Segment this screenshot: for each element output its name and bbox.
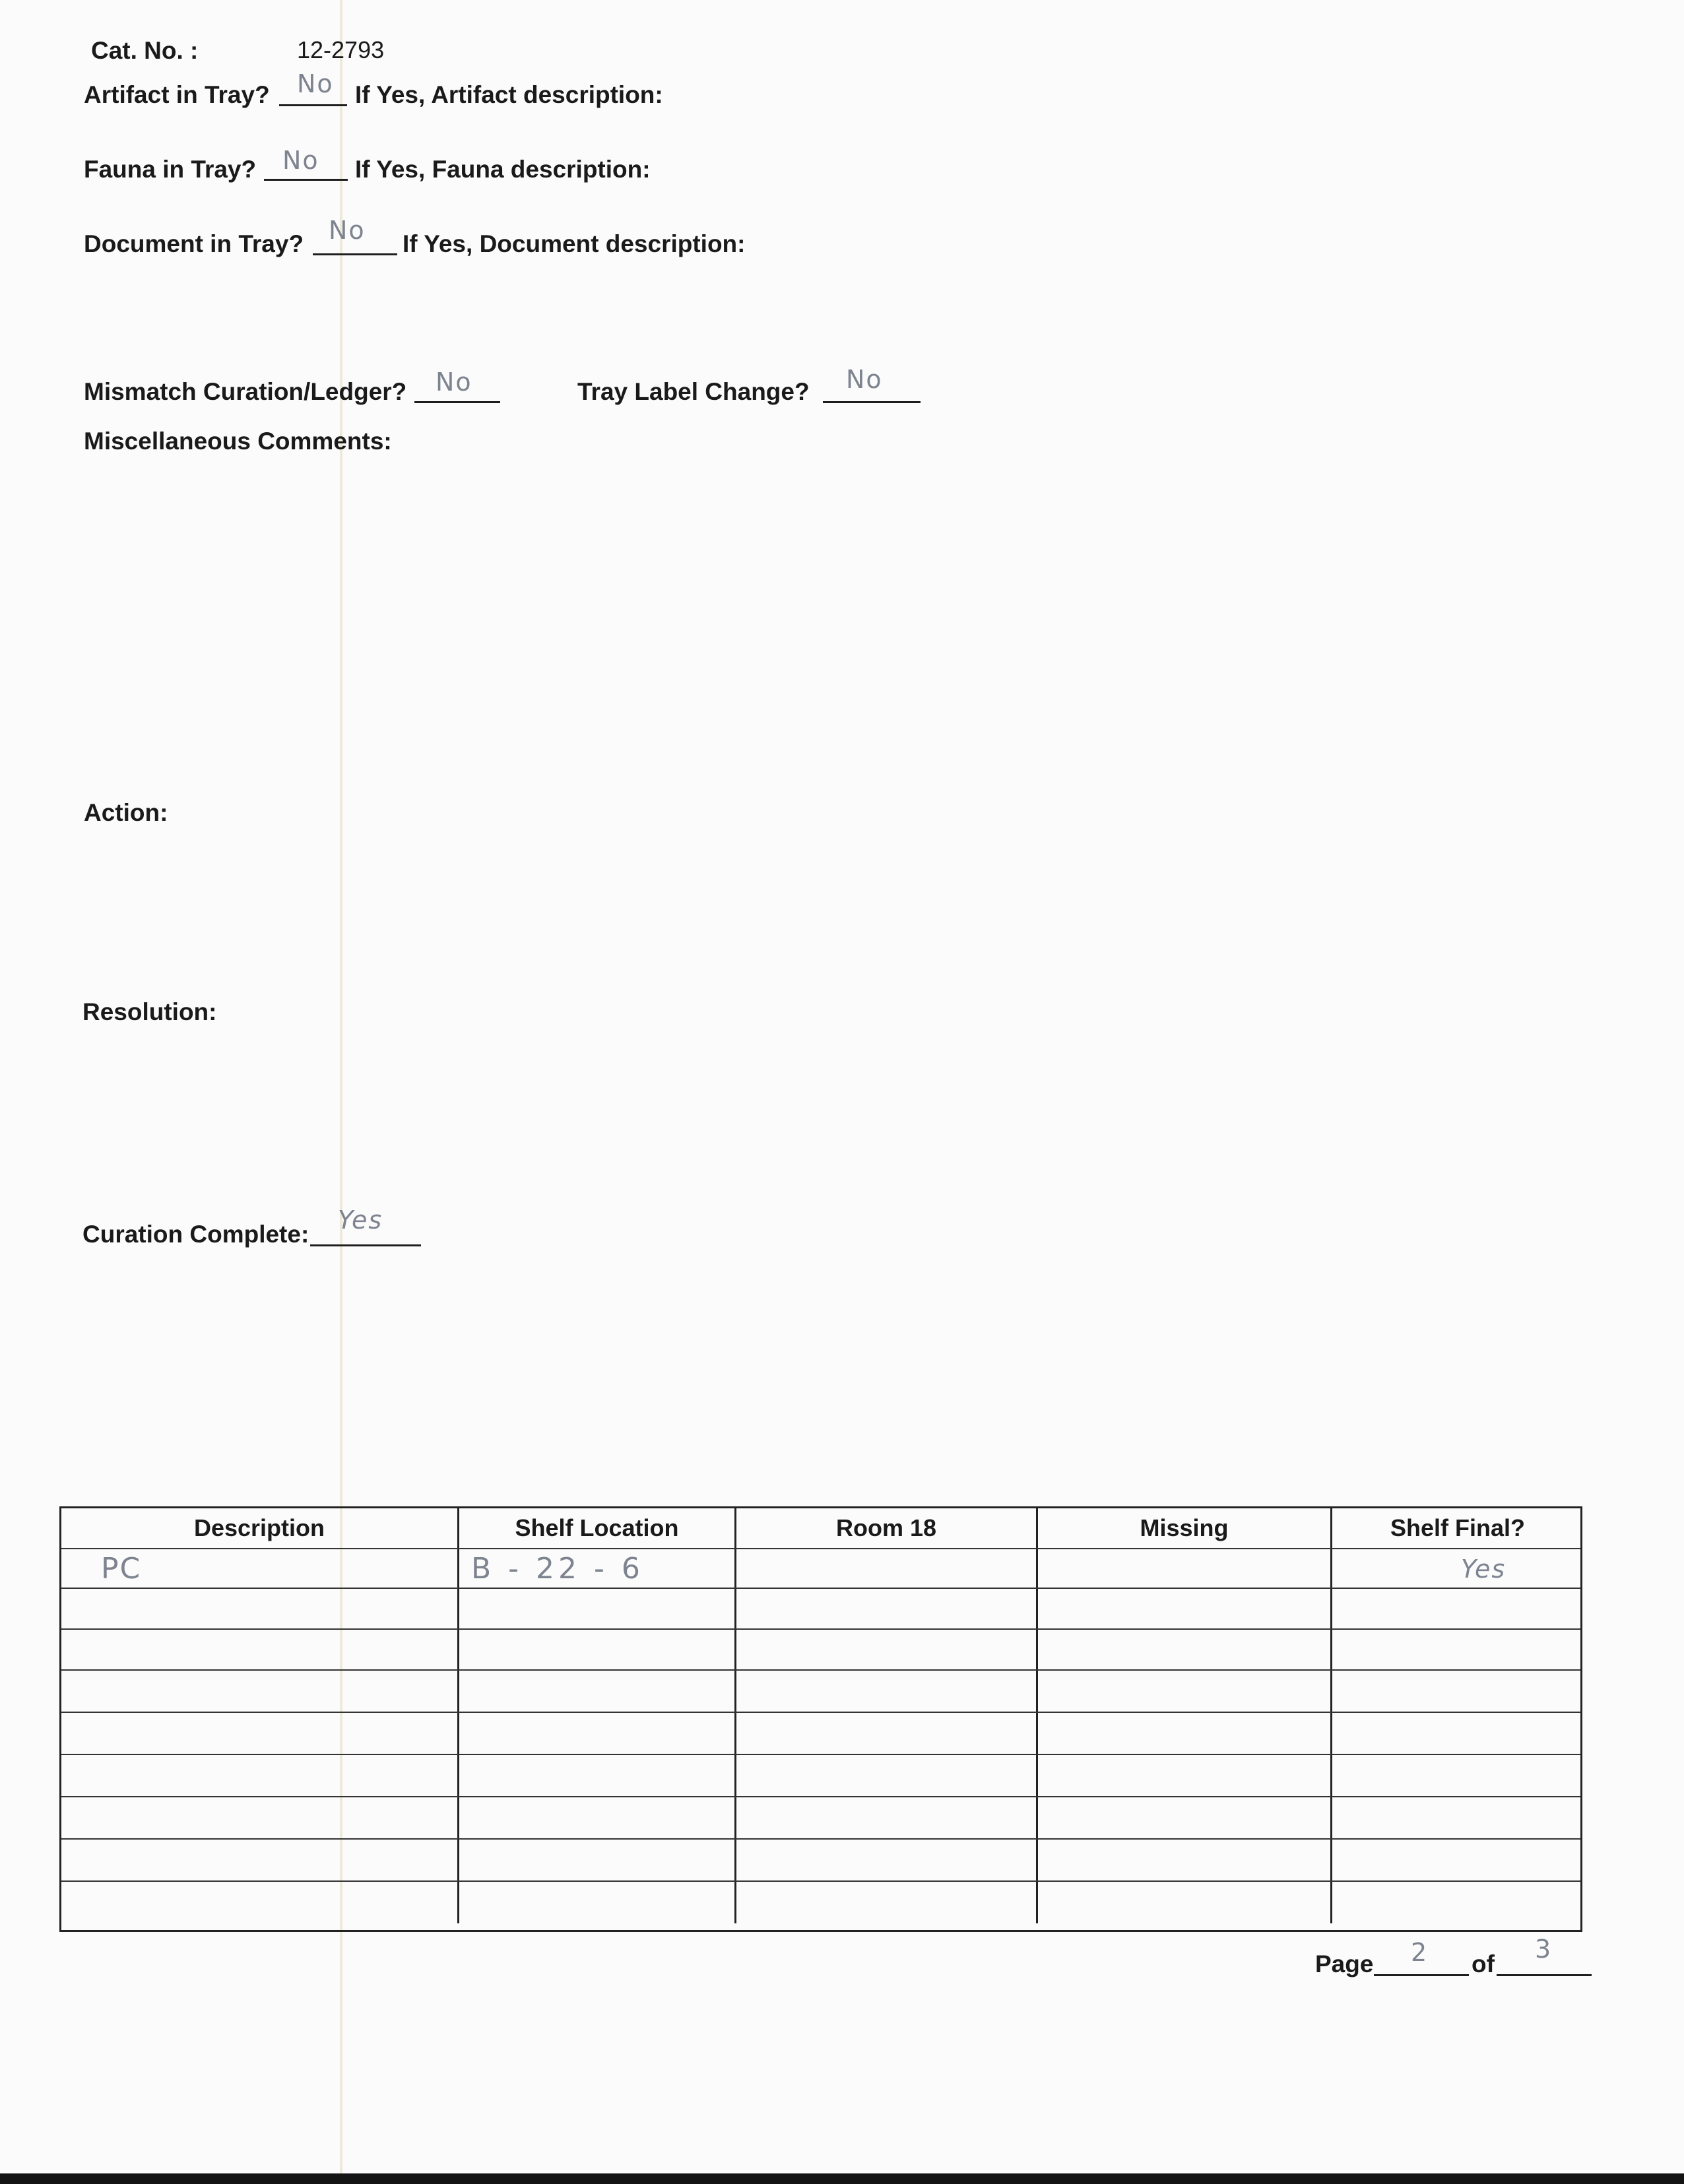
curation-complete-value: Yes xyxy=(338,1205,383,1235)
scan-edge xyxy=(0,2173,1684,2184)
table-row-divider xyxy=(61,1796,1580,1797)
table-row-divider xyxy=(61,1712,1580,1713)
table-row-divider xyxy=(61,1628,1580,1630)
table-row-divider xyxy=(61,1669,1580,1671)
artifact-description-label: If Yes, Artifact description: xyxy=(355,81,663,108)
row-1-description: PC xyxy=(101,1552,142,1586)
table-cell xyxy=(1332,1549,1583,1589)
table-row-divider xyxy=(61,1838,1580,1840)
artifact-in-tray-label: Artifact in Tray? xyxy=(84,81,270,108)
fauna-in-tray-value: No xyxy=(282,146,319,175)
miscellaneous-comments-label: Miscellaneous Comments: xyxy=(84,428,392,455)
fauna-in-tray-label: Fauna in Tray? xyxy=(84,156,257,183)
curation-complete-field[interactable] xyxy=(310,1244,421,1246)
tray-label-change-value: No xyxy=(846,365,883,394)
resolution-label: Resolution: xyxy=(82,998,217,1025)
table-header-shelf-final: Shelf Final? xyxy=(1390,1514,1525,1541)
table-header-shelf-location: Shelf Location xyxy=(515,1514,679,1541)
cat-no-label: Cat. No. : xyxy=(91,37,199,64)
artifact-in-tray-field[interactable] xyxy=(279,104,347,106)
action-label: Action: xyxy=(84,799,168,826)
document-in-tray-value: No xyxy=(329,216,366,245)
table-header-description: Description xyxy=(193,1514,325,1541)
document-in-tray-label: Document in Tray? xyxy=(84,230,304,257)
table-header-room-18: Room 18 xyxy=(835,1514,937,1541)
mismatch-curation-ledger-label: Mismatch Curation/Ledger? xyxy=(84,378,407,405)
row-1-shelf-final: Yes xyxy=(1461,1555,1506,1584)
page-label: Page xyxy=(1315,1950,1374,1977)
tray-label-change-field[interactable] xyxy=(823,401,921,403)
page-number-value: 2 xyxy=(1411,1938,1429,1967)
tray-label-change-label: Tray Label Change? xyxy=(577,378,810,405)
artifact-in-tray-value: No xyxy=(297,69,334,98)
page-number-field[interactable] xyxy=(1374,1974,1469,1976)
table-row-divider xyxy=(61,1754,1580,1755)
curation-complete-label: Curation Complete: xyxy=(82,1221,309,1248)
mismatch-curation-ledger-field[interactable] xyxy=(414,401,500,403)
table-header-missing: Missing xyxy=(1140,1514,1229,1541)
of-label: of xyxy=(1472,1950,1495,1977)
page-total-value: 3 xyxy=(1535,1935,1553,1964)
table-column-divider xyxy=(1036,1508,1038,1923)
table-column-divider xyxy=(734,1508,736,1923)
table-cell xyxy=(459,1549,734,1589)
table-row xyxy=(61,1549,457,1589)
page-total-field[interactable] xyxy=(1497,1974,1592,1976)
fauna-in-tray-field[interactable] xyxy=(264,179,348,181)
fauna-description-label: If Yes, Fauna description: xyxy=(355,156,651,183)
cat-no-value: 12-2793 xyxy=(297,36,385,63)
row-1-shelf-location: B - 22 - 6 xyxy=(471,1552,644,1586)
mismatch-curation-ledger-value: No xyxy=(436,368,472,397)
document-in-tray-field[interactable] xyxy=(313,253,397,255)
table-row-divider xyxy=(61,1880,1580,1882)
inventory-table xyxy=(59,1506,1582,1932)
document-description-label: If Yes, Document description: xyxy=(403,230,746,257)
